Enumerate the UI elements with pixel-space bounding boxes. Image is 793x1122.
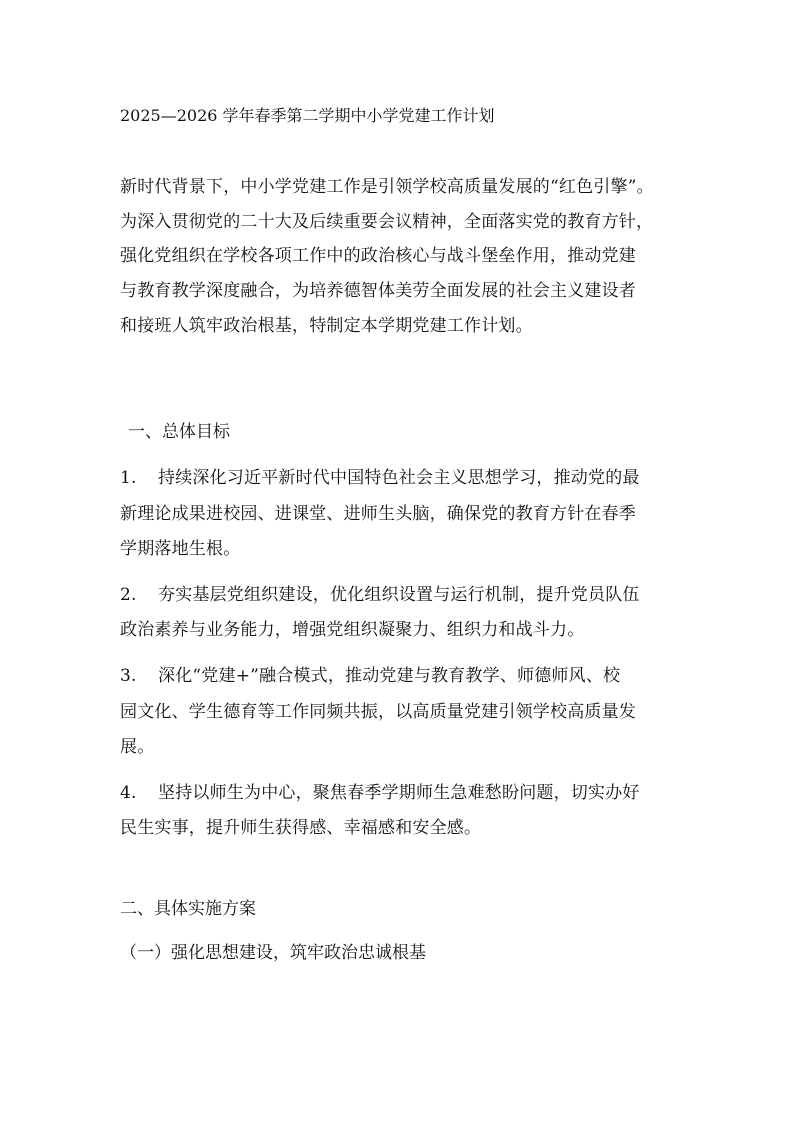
intro-line-3: 强化党组织在学校各项工作中的政治核心与战斗堡垒作用，推动党建 — [120, 246, 636, 266]
goal-4-line-1 — [120, 782, 700, 804]
intro-line-5: 和接班人筑牢政治根基，特制定本学期党建工作计划。 — [120, 316, 533, 336]
goal-4-number: 4. — [120, 783, 137, 803]
section-heading-implementation: 二、具体实施方案 — [120, 899, 256, 919]
goal-4-text-1: 坚持以师生为中心，聚焦春季学期师生急难愁盼问题，切实办好 — [158, 783, 640, 803]
intro-line-1: 新时代背景下，中小学党建工作是引领学校高质量发展的“红色引擎”。 — [120, 177, 654, 197]
goal-2-line-1 — [120, 584, 700, 606]
goal-1-line-3: 学期落地生根。 — [120, 539, 241, 559]
goal-3-line-3: 展。 — [120, 737, 155, 757]
goal-3-line-2: 园文化、学生德育等工作同频共振，以高质量党建引领学校高质量发 — [120, 702, 636, 722]
goal-3-line-1 — [120, 665, 700, 687]
goal-4-line-2: 民生实事，提升师生获得感、幸福感和安全感。 — [120, 818, 482, 838]
goal-1-line-1 — [120, 467, 700, 489]
intro-line-4: 与教育教学深度融合，为培养德智体美劳全面发展的社会主义建设者 — [120, 281, 636, 301]
goal-2-number: 2. — [120, 585, 137, 605]
subsection-heading-1: （一）强化思想建设，筑牢政治忠诚根基 — [120, 943, 426, 963]
goal-1-line-2: 新理论成果进校园、进课堂、进师生头脑，确保党的教育方针在春季 — [120, 504, 636, 524]
goal-1-number: 1. — [120, 468, 137, 488]
goal-3-number: 3. — [120, 666, 137, 686]
intro-line-2: 为深入贯彻党的二十大及后续重要会议精神，全面落实党的教育方针， — [120, 212, 654, 232]
document-title: 2025—2026 学年春季第二学期中小学党建工作计划 — [120, 106, 495, 125]
section-heading-goals: 一、总体目标 — [128, 422, 230, 442]
goal-1-text-1: 持续深化习近平新时代中国特色社会主义思想学习，推动党的最 — [158, 468, 640, 488]
goal-2-line-2: 政治素养与业务能力，增强党组织凝聚力、组织力和战斗力。 — [120, 620, 585, 640]
goal-2-text-1: 夯实基层党组织建设，优化组织设置与运行机制，提升党员队伍 — [158, 585, 640, 605]
goal-3-text-1: 深化“党建+”融合模式，推动党建与教育教学、师德师风、校 — [158, 666, 621, 686]
